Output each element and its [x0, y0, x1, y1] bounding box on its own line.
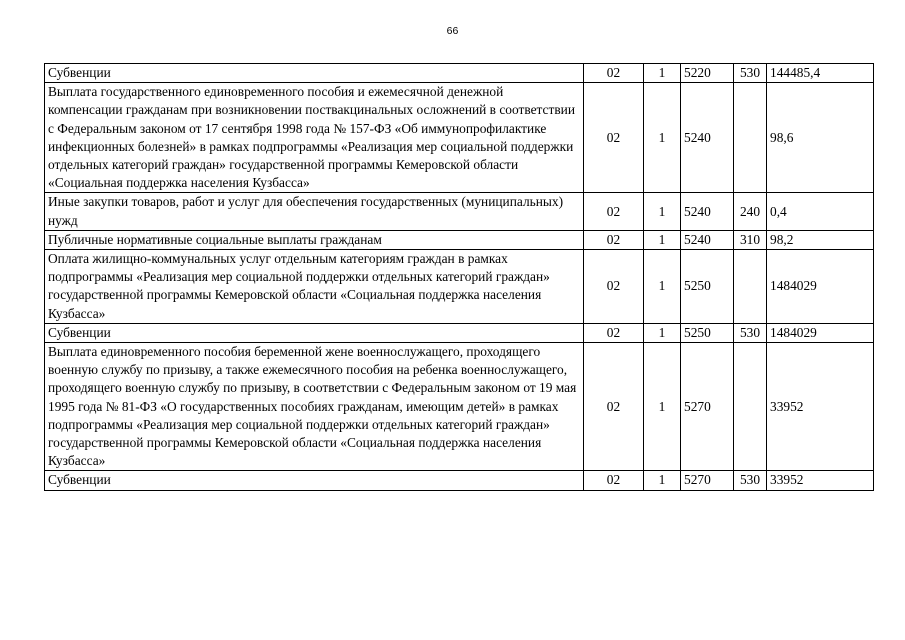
row-article: 5240 [681, 83, 734, 193]
row-subsection: 1 [644, 343, 681, 471]
row-section: 02 [584, 64, 644, 83]
table-row [45, 343, 874, 471]
row-description: Публичные нормативные социальные выплаты гражданам [45, 230, 584, 249]
row-section: 02 [584, 193, 644, 230]
row-expense-type: 530 [734, 323, 767, 342]
row-expense-type [734, 83, 767, 193]
row-subsection: 1 [644, 323, 681, 342]
row-subsection: 1 [644, 64, 681, 83]
row-section: 02 [584, 323, 644, 342]
row-expense-type: 530 [734, 64, 767, 83]
row-section: 02 [584, 83, 644, 193]
row-description: Иные закупки товаров, работ и услуг для обеспечения государственных (муниципальных) нужд [45, 193, 584, 230]
row-description: Выплата единовременного пособия беременной жене военнослужащего, проходящего военную службу по призыву, а также ежемесячного пособия на ребенка военнослужащего, проходящего военную службу по призыву, в соответствии с Федеральным законом от 19 мая 1995 года № 81-ФЗ «О государственных пособиях гражданам, имеющим детей» в рамках подпрограммы «Реализация мер социальной поддержки отдельных категорий граждан» государственной программы Кемеровской области «Социальная поддержка населения Кузбасса» [45, 343, 584, 471]
row-article: 5240 [681, 230, 734, 249]
table-row [45, 64, 874, 83]
row-amount: 0,4 [767, 193, 874, 230]
table-row [45, 323, 874, 342]
row-amount: 98,6 [767, 83, 874, 193]
row-amount: 1484029 [767, 323, 874, 342]
row-subsection: 1 [644, 471, 681, 490]
row-subsection: 1 [644, 250, 681, 324]
row-expense-type: 310 [734, 230, 767, 249]
table-row [45, 250, 874, 324]
page-number: 66 [446, 25, 459, 37]
row-expense-type [734, 250, 767, 324]
row-subsection: 1 [644, 83, 681, 193]
row-description: Оплата жилищно-коммунальных услуг отдельным категориям граждан в рамках подпрограммы «Реализация мер социальной поддержки отдельных категорий граждан» государственной программы Кемеровской области «Социальная поддержка населения Кузбасса» [45, 250, 584, 324]
row-description: Субвенции [45, 323, 584, 342]
row-amount: 98,2 [767, 230, 874, 249]
row-expense-type: 240 [734, 193, 767, 230]
row-amount: 1484029 [767, 250, 874, 324]
row-subsection: 1 [644, 193, 681, 230]
row-description: Субвенции [45, 64, 584, 83]
row-description: Субвенции [45, 471, 584, 490]
row-subsection: 1 [644, 230, 681, 249]
row-expense-type: 530 [734, 471, 767, 490]
row-article: 5220 [681, 64, 734, 83]
row-section: 02 [584, 343, 644, 471]
row-article: 5240 [681, 193, 734, 230]
table-row [45, 193, 874, 230]
table-row [45, 83, 874, 193]
row-article: 5250 [681, 323, 734, 342]
table-row [45, 471, 874, 490]
budget-table [44, 63, 874, 491]
row-expense-type [734, 343, 767, 471]
table-row [45, 230, 874, 249]
row-description: Выплата государственного единовременного пособия и ежемесячной денежной компенсации гражданам при возникновении поствакцинальных осложнений в соответствии с Федеральным законом от 17 сентября 1998 года № 157-ФЗ «Об иммунопрофилактике инфекционных болезней» в рамках подпрограммы «Реализация мер социальной поддержки отдельных категорий граждан» государственной программы Кемеровской области «Социальная поддержка населения Кузбасса» [45, 83, 584, 193]
row-article: 5270 [681, 471, 734, 490]
row-amount: 33952 [767, 343, 874, 471]
row-amount: 144485,4 [767, 64, 874, 83]
row-article: 5250 [681, 250, 734, 324]
row-section: 02 [584, 230, 644, 249]
row-section: 02 [584, 250, 644, 324]
row-section: 02 [584, 471, 644, 490]
row-amount: 33952 [767, 471, 874, 490]
row-article: 5270 [681, 343, 734, 471]
